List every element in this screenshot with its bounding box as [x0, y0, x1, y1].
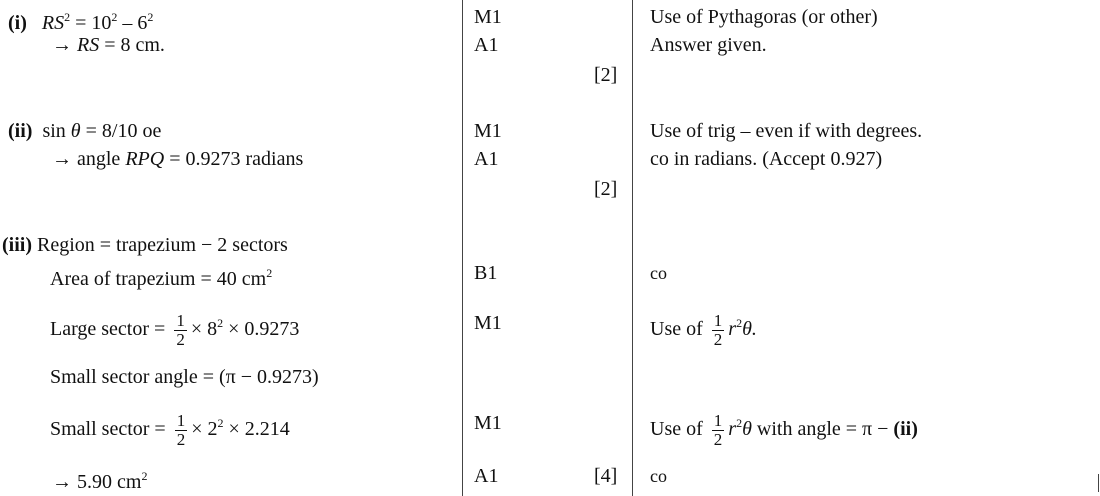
part-i-line-1: (i) $RS^2 = 10^2 - 6^2$ [8, 10, 154, 34]
part-label: (iii) [2, 234, 32, 256]
guidance-note: Answer given. [650, 34, 767, 56]
mark-code: B1 [474, 262, 498, 284]
fraction: $\frac{1}{2}$ [176, 410, 186, 449]
part-ii-line-1: (ii) sin θ = 8/10 oe [8, 120, 162, 142]
guidance-note: Use of $\frac{1}{2}$ $r^2\theta$. [650, 310, 757, 349]
part-iii-line-3: Large sector = $\frac{1}{2}$ × $8^2 \times 0.9273$ [50, 310, 300, 349]
mark-code: M1 [474, 6, 502, 28]
part-iii-line-4: Small sector angle = (π − 0.9273) [50, 366, 319, 388]
part-iii-line-1: (iii) Region = trapezium − 2 sectors [2, 234, 288, 256]
mark-total: [2] [594, 64, 618, 86]
page-edge-mark [1098, 474, 1099, 492]
guidance-note: Use of Pythagoras (or other) [650, 6, 878, 28]
part-label: (ii) [8, 120, 33, 142]
mark-total: [2] [594, 178, 618, 200]
guidance-note: co in radians. (Accept 0.927) [650, 148, 883, 170]
mark-code: M1 [474, 120, 502, 142]
guidance-note: Use of $\frac{1}{2}$ $r^2\theta$ with angle = π − (ii) [650, 410, 918, 449]
column-divider-marks [462, 0, 463, 496]
part-iii-line-5: Small sector = $\frac{1}{2}$ × $2^2 \times 2.214$ [50, 410, 290, 449]
guidance-note: co [650, 263, 667, 283]
fraction: $\frac{1}{2}$ [713, 310, 723, 349]
column-divider-total [632, 0, 633, 496]
mark-total: [4] [594, 465, 618, 487]
fraction: $\frac{1}{2}$ [713, 410, 723, 449]
mark-code: A1 [474, 34, 499, 56]
part-iii-line-2: Area of trapezium = 40 $cm^2$ [50, 266, 273, 290]
guidance-note: co [650, 466, 667, 486]
mark-code: A1 [474, 148, 499, 170]
mark-code: M1 [474, 412, 502, 434]
guidance-note: Use of trig – even if with degrees. [650, 120, 923, 142]
mark-code: A1 [474, 465, 499, 487]
mark-code: M1 [474, 312, 502, 334]
part-iii-line-6: → 5.90 $cm^2$ [52, 469, 148, 493]
part-ii-line-2: → angle RPQ = 0.9273 radians [52, 148, 304, 170]
fraction: $\frac{1}{2}$ [176, 310, 185, 349]
part-i-line-2: → RS = 8 cm. [52, 34, 165, 56]
part-label: (i) [8, 12, 27, 34]
